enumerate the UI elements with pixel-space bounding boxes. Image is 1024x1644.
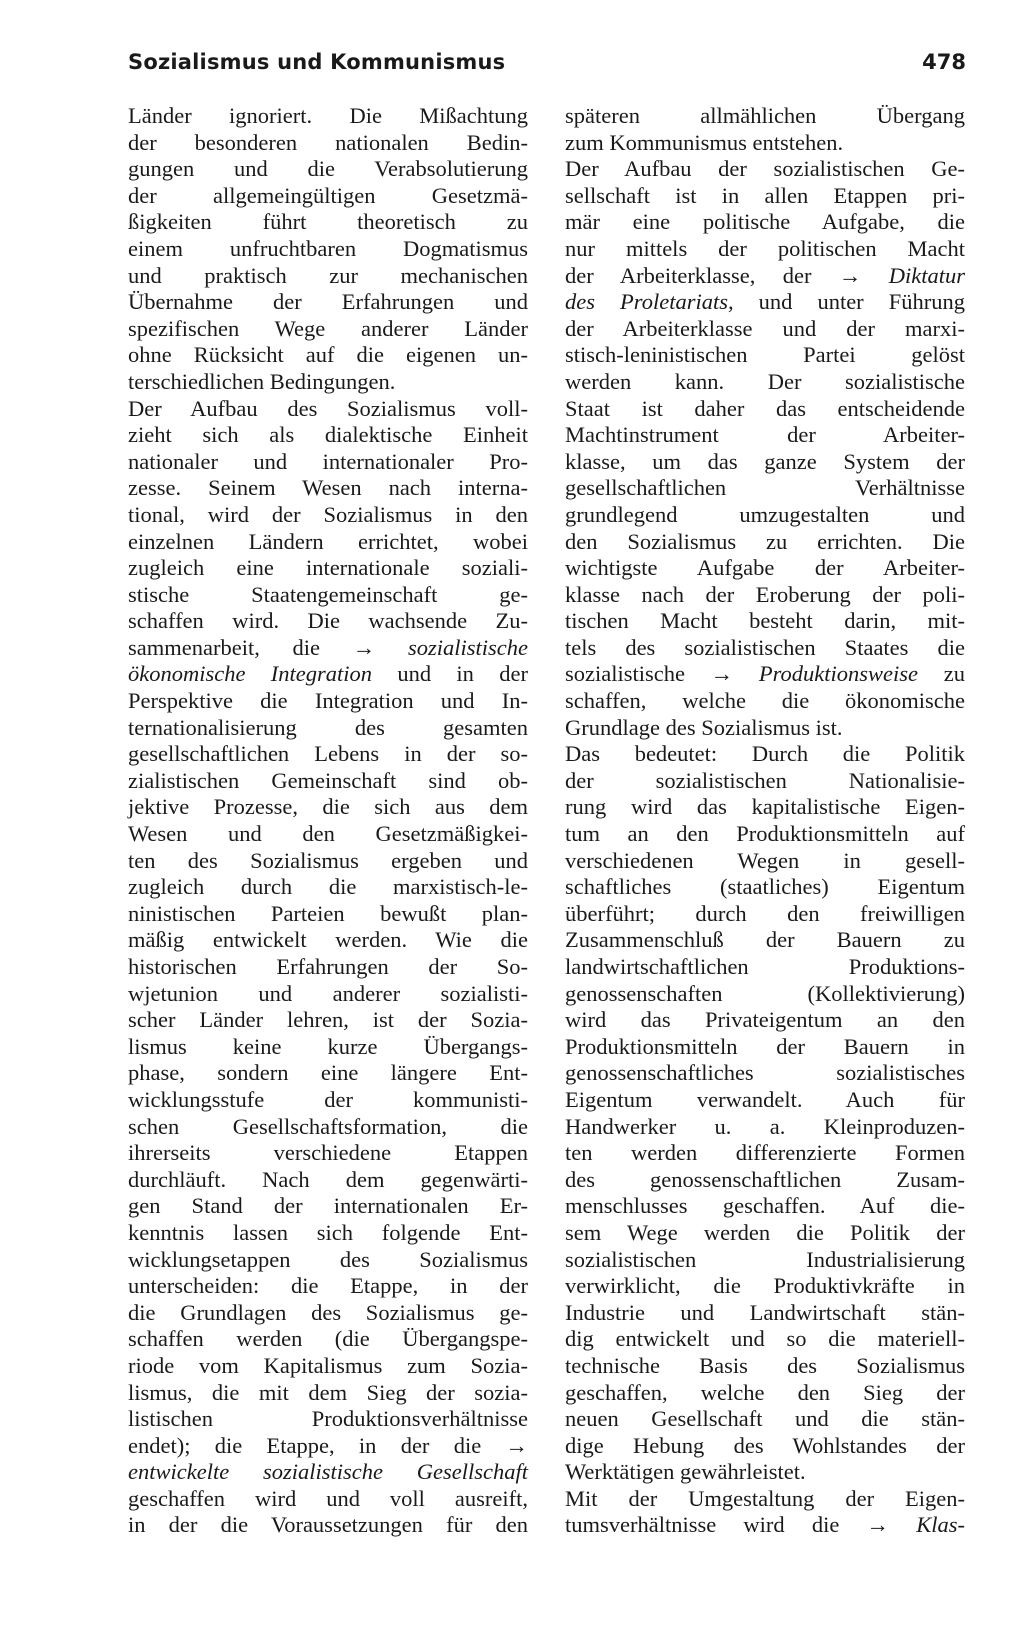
text-line xyxy=(565,1433,965,1460)
text-segment: Länder ignoriert. Die Mißachtung xyxy=(128,103,528,128)
text-line xyxy=(565,183,965,210)
text-segment: phase, sondern eine längere Ent- xyxy=(128,1060,528,1086)
text-line xyxy=(128,475,528,502)
cross-reference-term: Klas- xyxy=(916,1512,965,1538)
text-line xyxy=(565,848,965,875)
text-segment: technische Basis des Sozialismus xyxy=(565,1352,965,1378)
text-line xyxy=(565,1193,965,1220)
text-line xyxy=(565,103,965,130)
text-segment: gungen und die Verabsolutierung xyxy=(128,156,528,182)
text-segment: listischen Produktionsverhältnisse xyxy=(128,1406,528,1432)
text-line xyxy=(565,1486,965,1513)
text-segment: mär eine politische Aufgabe, die xyxy=(565,209,965,235)
text-line xyxy=(565,449,965,476)
text-segment: Machtinstrument der Arbeiter- xyxy=(565,422,965,448)
text-segment: ßigkeiten führt theoretisch zu xyxy=(128,209,528,235)
text-line xyxy=(128,449,528,476)
text-segment: schaftliches (staatliches) Eigentum xyxy=(565,874,965,900)
text-line xyxy=(128,1114,528,1141)
text-line xyxy=(128,874,528,901)
text-line xyxy=(128,688,528,715)
text-segment: schen Gesellschaftsformation, die xyxy=(128,1113,528,1139)
text-segment: sellschaft ist in allen Etappen pri- xyxy=(565,182,965,208)
text-segment: der Arbeiterklasse und der marxi- xyxy=(565,315,965,341)
text-segment: wird das Privateigentum an den xyxy=(565,1007,965,1033)
text-segment: zum Kommunismus entstehen. xyxy=(565,129,844,155)
text-segment: zesse. Seinem Wesen nach interna- xyxy=(128,475,528,501)
text-line xyxy=(128,1140,528,1167)
cross-reference-term: entwickelte sozialistische Gesellschaft xyxy=(128,1459,528,1485)
text-segment: verwirklicht, die Produktivkräfte in xyxy=(565,1273,965,1299)
text-line xyxy=(128,130,528,157)
text-line xyxy=(565,688,965,715)
cross-reference-term: sozialistische xyxy=(407,634,528,660)
text-segment: scher Länder lehren, ist der Sozia- xyxy=(128,1007,528,1033)
text-line xyxy=(128,1300,528,1327)
text-line xyxy=(128,236,528,263)
text-line xyxy=(128,263,528,290)
text-line xyxy=(128,1459,528,1486)
text-line xyxy=(565,715,965,742)
text-line xyxy=(565,156,965,183)
text-segment: ihrerseits verschiedene Etappen xyxy=(128,1140,528,1166)
text-line xyxy=(128,289,528,316)
text-line xyxy=(128,502,528,529)
text-segment: Handwerker u. a. Kleinproduzen- xyxy=(565,1113,965,1139)
text-line xyxy=(128,927,528,954)
text-line xyxy=(128,1167,528,1194)
text-segment: verschiedenen Wegen in gesell- xyxy=(565,847,965,873)
text-segment: gesellschaftlichen Verhältnisse xyxy=(565,475,965,501)
text-line xyxy=(128,794,528,821)
text-line xyxy=(128,954,528,981)
text-segment: werden kann. Der sozialistische xyxy=(565,368,965,394)
text-line xyxy=(565,1060,965,1087)
text-segment: ten werden differenzierte Formen xyxy=(565,1140,965,1166)
text-line xyxy=(565,289,965,316)
text-segment: rung wird das kapitalistische Eigen- xyxy=(565,794,965,820)
text-line xyxy=(565,874,965,901)
text-line xyxy=(128,1087,528,1114)
text-line xyxy=(128,209,528,236)
text-segment: dig entwickelt und so die materiell- xyxy=(565,1326,965,1352)
text-segment: Produktionsmitteln der Bauern in xyxy=(565,1033,965,1059)
text-line xyxy=(128,1326,528,1353)
text-segment: einem unfruchtbaren Dogmatismus xyxy=(128,235,528,261)
text-segment: die Grundlagen des Sozialismus ge- xyxy=(128,1299,528,1325)
text-segment: tum an den Produktionsmitteln auf xyxy=(565,821,965,847)
text-segment: geschaffen wird und voll ausreift, xyxy=(128,1485,528,1511)
text-line xyxy=(128,1060,528,1087)
text-line xyxy=(128,183,528,210)
text-segment: und in der xyxy=(372,661,528,687)
text-segment: ninistischen Parteien bewußt plan- xyxy=(128,900,528,926)
text-line xyxy=(128,1220,528,1247)
cross-reference-term: des Proletariats, xyxy=(565,289,734,315)
text-line xyxy=(128,768,528,795)
text-line xyxy=(565,209,965,236)
text-segment: stische Staatengemeinschaft ge- xyxy=(128,581,528,607)
text-line xyxy=(565,316,965,343)
text-line xyxy=(128,369,528,396)
text-segment: Der Aufbau des Sozialismus voll- xyxy=(128,395,528,421)
text-line xyxy=(128,1512,528,1539)
text-line xyxy=(565,130,965,157)
text-line xyxy=(565,794,965,821)
text-line xyxy=(565,1353,965,1380)
text-line xyxy=(128,1380,528,1407)
text-line xyxy=(128,821,528,848)
text-segment: Staat ist daher das entscheidende xyxy=(565,395,965,421)
text-line xyxy=(565,236,965,263)
text-line xyxy=(565,1459,965,1486)
text-segment: sem Wege werden die Politik der xyxy=(565,1219,965,1245)
text-segment: in der die Voraussetzungen für den xyxy=(128,1512,528,1538)
text-line xyxy=(565,422,965,449)
text-segment: einzelnen Ländern errichtet, wobei xyxy=(128,528,528,554)
text-line xyxy=(565,954,965,981)
text-line xyxy=(128,901,528,928)
text-segment: riode vom Kapitalismus zum Sozia- xyxy=(128,1352,528,1378)
text-line xyxy=(565,927,965,954)
text-segment: Mit der Umgestaltung der Eigen- xyxy=(565,1485,965,1511)
text-line xyxy=(565,263,965,290)
text-line xyxy=(565,981,965,1008)
text-segment: lismus, die mit dem Sieg der sozia- xyxy=(128,1379,528,1405)
text-line xyxy=(565,1300,965,1327)
text-line xyxy=(128,1406,528,1433)
text-segment: neuen Gesellschaft und die stän- xyxy=(565,1406,965,1432)
text-line xyxy=(128,529,528,556)
text-segment: überführt; durch den freiwilligen xyxy=(565,900,965,926)
text-line xyxy=(128,555,528,582)
text-segment: der besonderen nationalen Bedin- xyxy=(128,129,528,155)
text-segment: tional, wird der Sozialismus in den xyxy=(128,501,528,527)
text-line xyxy=(565,1406,965,1433)
text-segment: sozialistische → xyxy=(565,661,759,687)
text-segment: Das bedeutet: Durch die Politik xyxy=(565,741,965,767)
text-segment: historischen Erfahrungen der So- xyxy=(128,954,528,979)
text-segment: Grundlage des Sozialismus ist. xyxy=(565,714,843,740)
text-segment: der allgemeingültigen Gesetzmä- xyxy=(128,182,528,208)
text-segment: stisch-leninistischen Partei gelöst xyxy=(565,342,965,368)
text-segment: sozialistischen Industrialisierung xyxy=(565,1246,965,1272)
text-line xyxy=(565,901,965,928)
text-line xyxy=(565,529,965,556)
text-segment: Eigentum verwandelt. Auch für xyxy=(565,1086,965,1112)
text-line xyxy=(565,1326,965,1353)
text-line xyxy=(128,156,528,183)
text-column-right xyxy=(565,103,965,1539)
text-segment: dige Hebung des Wohlstandes der xyxy=(565,1432,965,1458)
cross-reference-term: Produktionsweise xyxy=(758,661,919,687)
text-segment: Wesen und den Gesetzmäßigkei- xyxy=(128,821,528,847)
text-segment: spezifischen Wege anderer Länder xyxy=(128,315,528,341)
text-segment: tischen Macht besteht darin, mit- xyxy=(565,608,965,634)
text-segment: gesellschaftlichen Lebens in der so- xyxy=(128,741,528,767)
text-line xyxy=(128,1034,528,1061)
text-segment: sammenarbeit, die → xyxy=(128,634,408,660)
page-number: 478 xyxy=(922,50,966,74)
text-segment: des genossenschaftlichen Zusam- xyxy=(565,1166,965,1192)
text-line xyxy=(128,396,528,423)
text-segment: gen Stand der internationalen Er- xyxy=(128,1193,528,1219)
text-segment: schaffen, welche die ökonomische xyxy=(565,688,965,714)
text-segment: den Sozialismus zu errichten. Die xyxy=(565,528,965,554)
text-line xyxy=(128,981,528,1008)
text-line xyxy=(565,1220,965,1247)
text-line xyxy=(128,582,528,609)
text-line xyxy=(128,661,528,688)
text-segment: mäßig entwickelt werden. Wie die xyxy=(128,927,528,953)
text-segment: jektive Prozesse, die sich aus dem xyxy=(128,794,528,820)
text-segment: zieht sich als dialektische Einheit xyxy=(128,422,528,448)
text-segment: genossenschaftliches sozialistisches xyxy=(565,1060,965,1086)
text-line xyxy=(565,635,965,662)
text-line xyxy=(565,768,965,795)
text-segment: Übernahme der Erfahrungen und xyxy=(128,289,528,315)
text-segment: geschaffen, welche den Sieg der xyxy=(565,1379,965,1405)
text-segment: späteren allmählichen Übergang xyxy=(565,103,965,128)
text-segment: ten des Sozialismus ergeben und xyxy=(128,847,528,873)
text-line xyxy=(565,1167,965,1194)
text-line xyxy=(565,1247,965,1274)
text-segment: klasse nach der Eroberung der poli- xyxy=(565,581,965,607)
text-segment: wicklungsetappen des Sozialismus xyxy=(128,1246,528,1272)
text-line xyxy=(565,555,965,582)
text-line xyxy=(128,635,528,662)
text-segment: Werktätigen gewährleistet. xyxy=(565,1459,806,1485)
text-segment: zu xyxy=(918,661,965,687)
text-line xyxy=(565,582,965,609)
text-segment: zugleich eine internationale soziali- xyxy=(128,555,528,581)
text-segment: menschlusses geschaffen. Auf die- xyxy=(565,1193,965,1219)
text-segment: lismus keine kurze Übergangs- xyxy=(128,1033,528,1059)
text-segment: nur mittels der politischen Macht xyxy=(565,235,965,261)
text-line xyxy=(565,608,965,635)
text-segment: endet); die Etappe, in der die → xyxy=(128,1432,528,1458)
text-line xyxy=(565,1034,965,1061)
text-segment: der Arbeiterklasse, der → xyxy=(565,262,889,288)
text-segment: und unter Führung xyxy=(733,289,965,315)
text-line xyxy=(565,1087,965,1114)
text-segment: Zusammenschluß der Bauern zu xyxy=(565,927,965,953)
text-segment: genossenschaften (Kollektivierung) xyxy=(565,980,965,1006)
text-segment: schaffen wird. Die wachsende Zu- xyxy=(128,608,528,634)
text-line xyxy=(565,741,965,768)
text-line xyxy=(128,1273,528,1300)
text-line xyxy=(565,342,965,369)
text-segment: ohne Rücksicht auf die eigenen un- xyxy=(128,342,528,368)
text-line xyxy=(565,502,965,529)
text-line xyxy=(565,396,965,423)
text-segment: Industrie und Landwirtschaft stän- xyxy=(565,1299,965,1325)
text-segment: zialistischen Gemeinschaft sind ob- xyxy=(128,767,528,793)
text-segment: wichtigste Aufgabe der Arbeiter- xyxy=(565,555,965,581)
text-line xyxy=(128,422,528,449)
text-segment: kenntnis lassen sich folgende Ent- xyxy=(128,1219,528,1245)
text-segment: schaffen werden (die Übergangspe- xyxy=(128,1326,528,1352)
text-segment: tels des sozialistischen Staates die xyxy=(565,634,965,660)
text-line xyxy=(128,1007,528,1034)
running-header-title: Sozialismus und Kommunismus xyxy=(128,50,506,74)
cross-reference-term: Diktatur xyxy=(888,262,965,288)
text-segment: Perspektive die Integration und In- xyxy=(128,688,528,714)
text-segment: terschiedlichen Bedingungen. xyxy=(128,368,396,394)
text-segment: Der Aufbau der sozialistischen Ge- xyxy=(565,156,965,182)
text-segment: zugleich durch die marxistisch-le- xyxy=(128,874,528,900)
text-segment: landwirtschaftlichen Produktions- xyxy=(565,954,965,979)
text-segment: wicklungsstufe der kommunisti- xyxy=(128,1086,528,1112)
text-line xyxy=(565,821,965,848)
text-line xyxy=(128,316,528,343)
text-line xyxy=(565,1140,965,1167)
text-line xyxy=(565,475,965,502)
text-line xyxy=(565,1380,965,1407)
text-segment: unterscheiden: die Etappe, in der xyxy=(128,1273,528,1299)
text-segment: nationaler und internationaler Pro- xyxy=(128,448,528,474)
text-line xyxy=(565,369,965,396)
cross-reference-term: ökonomische Integration xyxy=(128,661,373,687)
text-segment: klasse, um das ganze System der xyxy=(565,448,965,474)
text-segment: wjetunion und anderer sozialisti- xyxy=(128,980,528,1006)
text-line xyxy=(128,608,528,635)
text-line xyxy=(128,1486,528,1513)
text-line xyxy=(128,342,528,369)
text-line xyxy=(565,1007,965,1034)
text-segment: grundlegend umzugestalten und xyxy=(565,501,965,527)
text-line xyxy=(565,661,965,688)
text-line xyxy=(128,1433,528,1460)
text-segment: tumsverhältnisse wird die → xyxy=(565,1512,917,1538)
text-segment: und praktisch zur mechanischen xyxy=(128,262,528,288)
text-segment: ternationalisierung des gesamten xyxy=(128,714,528,740)
text-line xyxy=(565,1512,965,1539)
text-line xyxy=(565,1114,965,1141)
text-line xyxy=(128,848,528,875)
text-segment: der sozialistischen Nationalisie- xyxy=(565,767,965,793)
text-segment: durchläuft. Nach dem gegenwärti- xyxy=(128,1166,528,1192)
text-line xyxy=(128,715,528,742)
text-line xyxy=(128,1353,528,1380)
text-line xyxy=(565,1273,965,1300)
text-line xyxy=(128,1247,528,1274)
text-column-left xyxy=(128,103,528,1539)
text-line xyxy=(128,741,528,768)
text-line xyxy=(128,1193,528,1220)
text-line xyxy=(128,103,528,130)
